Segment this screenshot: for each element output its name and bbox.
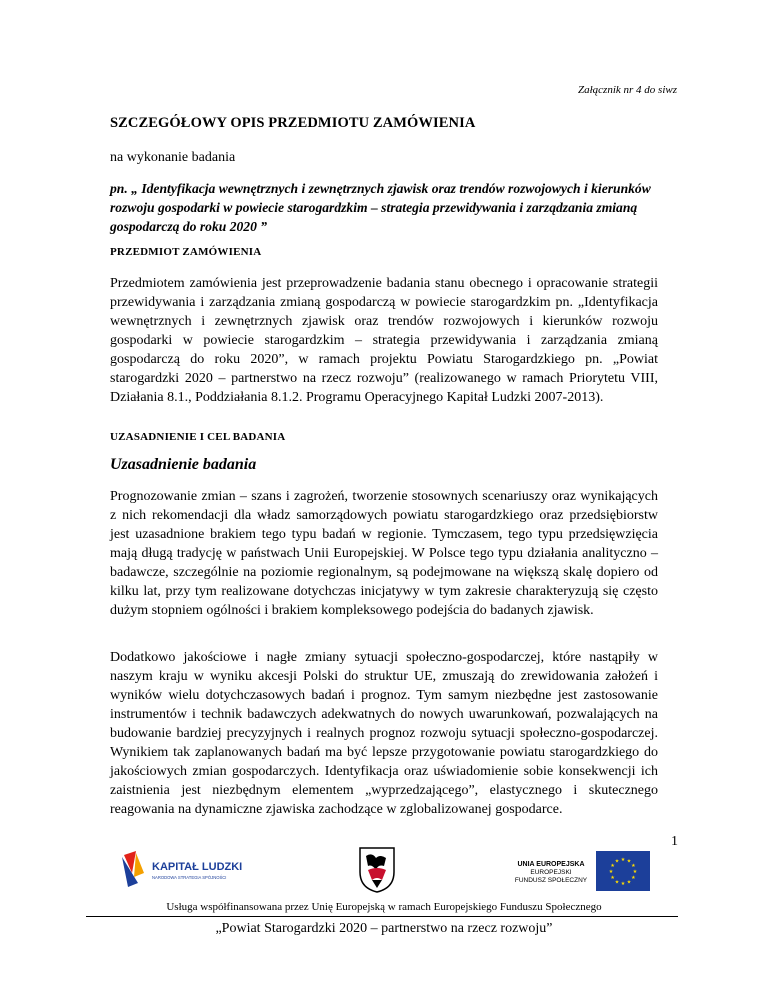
eu-logo-text [510, 861, 592, 885]
kapital-ludzki-logo [118, 843, 254, 897]
footer-cofinancing-note: Usługa współfinansowana przez Unię Europejską w ramach Europejskiego Funduszu Społecznego [166, 901, 602, 913]
eu-star-icon: ★ [631, 876, 636, 881]
subheading-justification: Uzasadnienie badania [110, 456, 257, 473]
kapital-ludzki-subtext: NARODOWA STRATEGIA SPÓJNOŚCI [152, 875, 227, 880]
eu-star-icon: ★ [620, 858, 626, 863]
section-heading-subject: PRZEDMIOT ZAMÓWIENIA [110, 246, 262, 258]
footer-divider [86, 916, 678, 917]
eu-star-icon: ★ [614, 880, 620, 886]
justification-paragraph-1: Prognozowanie zmian – szans i zagrożeń, tworzenie stosownych scenariuszy oraz wynikających z nich rekomendacji dla władz samorządowych powiatu starogardzkiego oraz przedsiębiorstw jest uzasadnione brakiem tego typu badań w regionie. Tymczasem, tego typu przedsięwzięcia mają długą tradycję w państwach Unii Europejskiej. W Polsce tego typu działania analityczno – badawcze, szczególnie na poziomie regionalnym, są podejmowane na większą skalę dopiero od kilku lat, przy tym realizowane dotychczas inicjatywy w tym zakresie charakteryzują się często dużym stopniem ogólności i brakiem kompleksowego podejścia do badanych zjawisk. [110, 489, 658, 618]
subject-paragraph: Przedmiotem zamówienia jest przeprowadzenie badania stanu obecnego i opracowanie strategii przewidywania i zarządzania zmianą gospodarczą w powiecie starogardzkim pn. „Identyfikacja wewnętrznych i zewnętrznych zjawisk oraz trendów rozwojowych i kierunków rozwoju gospodarki w powiecie starogardzkim – strategia przewidywania i zarządzania zmianą gospodarczą do roku 2020”, w ramach projektu Powiatu Starogardzkiego pn. „Powiat starogardzki 2020 – partnerstwo na rzecz rozwoju” (realizowanego w ramach Priorytetu VIII, Działania 8.1., Poddziałania 8.1.2. Programu Operacyjnego Kapitał Ludzki 2007-2013). [110, 276, 658, 405]
eu-star-icon: ★ [608, 870, 614, 875]
annex-label: Załącznik nr 4 do siwz [577, 84, 677, 96]
section-heading-justification: UZASADNIENIE I CEL BADANIA [110, 431, 286, 443]
footer-project-name: „Powiat Starogardzki 2020 – partnerstwo na rzecz rozwoju” [215, 921, 553, 936]
eu-line-3: FUNDUSZ SPOŁECZNY [514, 877, 588, 884]
justification-paragraph-2: Dodatkowo jakościowe i nagłe zmiany sytuacji społeczno-gospodarczej, które nastąpiły w naszym kraju w wyniku akcesji Polski do struktur UE, zmuszają do zrewidowania założeń i wyników wielu dotychczasowych badań i prognoz. Tym samym niezbędne jest zastosowanie instrumentów i technik badawczych adekwatnych do nowych uwarunkowań, pozwalających na budowanie bardziej precyzyjnych i realnych prognoz rozwoju sytuacji społeczno-gospodarczej. Wynikiem tak zaplanowanych badań ma być lepsze przygotowanie powiatu starogardzkiego do jakościowych zmian gospodarczych. Identyfikacja oraz uświadomienie sobie konsekwencji ich zaistnienia jest niezbędnym elementem „wyprzedzającego”, elastycznego i skutecznego reagowania na dynamiczne zjawiska zachodzące w zglobalizowanej gospodarce. [110, 650, 658, 817]
page-number: 1 [671, 834, 678, 849]
eu-star-icon: ★ [614, 859, 620, 865]
eu-star-icon: ★ [626, 859, 632, 865]
county-coat-of-arms-icon [358, 846, 396, 894]
document-subtitle: na wykonanie badania [110, 150, 236, 165]
document-title: SZCZEGÓŁOWY OPIS PRZEDMIOTU ZAMÓWIENIA [110, 115, 476, 131]
eu-flag-icon [596, 851, 650, 891]
kapital-ludzki-text: KAPITAŁ LUDZKI [152, 861, 243, 873]
eu-star-icon: ★ [610, 876, 615, 881]
study-topic: pn. „ Identyfikacja wewnętrznych i zewnętrznych zjawisk oraz trendów rozwojowych i kierunków rozwoju gospodarki w powiecie starogardzkim – strategia przewidywania i zarządzania zmianą gospodarczą do roku 2020 ” [110, 181, 651, 234]
eu-star-icon: ★ [620, 882, 626, 887]
eu-star-icon: ★ [631, 864, 636, 869]
eu-star-icon: ★ [632, 870, 638, 875]
eu-star-icon: ★ [610, 864, 615, 869]
eu-line-2: EUROPEJSKI [530, 869, 572, 876]
eu-line-1: UNIA EUROPEJSKA [517, 861, 585, 868]
eu-star-icon: ★ [626, 880, 632, 886]
